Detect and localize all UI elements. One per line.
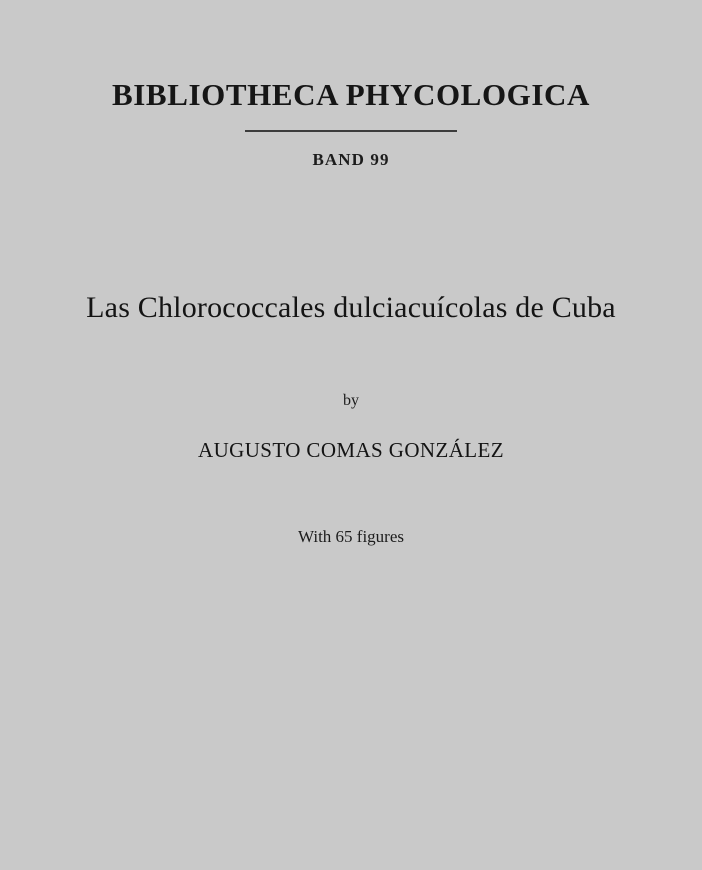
page-title: Las Chlorococcales dulciacuícolas de Cuba bbox=[86, 291, 616, 325]
figures-note: With 65 figures bbox=[297, 527, 405, 547]
byline-label: by bbox=[343, 392, 359, 410]
volume-number: BAND 99 bbox=[312, 150, 390, 170]
series-title: BIBLIOTHECA PHYCOLOGICA bbox=[111, 77, 591, 112]
title-divider bbox=[245, 130, 457, 132]
author-name: AUGUSTO COMAS GONZÁLEZ bbox=[198, 438, 504, 463]
